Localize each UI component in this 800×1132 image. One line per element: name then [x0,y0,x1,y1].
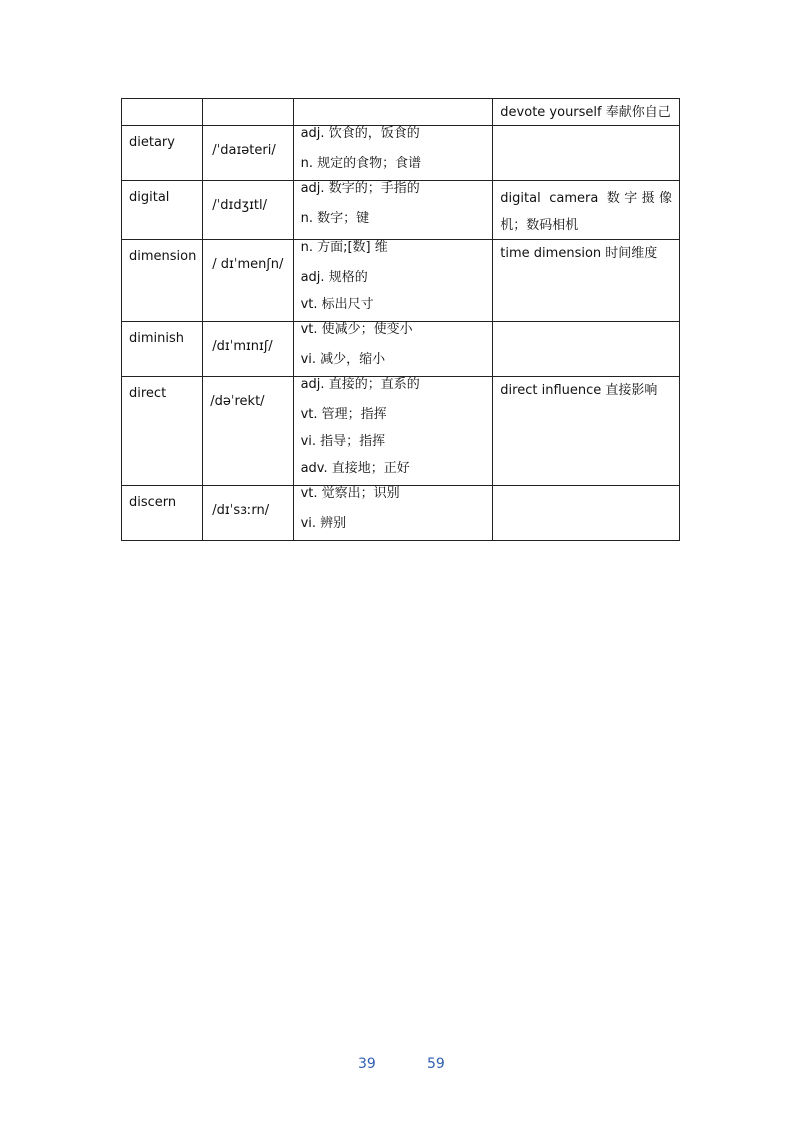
ipa-cell: / dɪˈmenʃn/ [203,240,293,322]
definition-cell [293,377,493,486]
phrase-cell [493,126,680,181]
table-row [122,322,680,377]
table-row [122,126,680,181]
definition-line: vi. 减少，缩小 [300,352,386,367]
word-cell [122,99,203,126]
phrase-cell: time dimension 时间维度 [493,240,680,322]
definition-line: n. 规定的食物；食谱 [300,156,422,171]
definition-line: vt. 标出尺寸 [300,297,374,312]
definition-cell [293,240,493,322]
phrase-cell [493,486,680,541]
definition-cell [293,126,493,181]
definition-line: adj. 饮食的，饭食的 [300,126,420,141]
definition-line: vt. 管理；指挥 [300,407,387,422]
word-cell: dimension [122,240,203,322]
total-pages-number: 59 [427,1056,445,1072]
ipa-cell: /dəˈrekt/ [203,377,293,486]
definition-line: adj. 直接的；直系的 [300,377,420,392]
word-cell: diminish [122,322,203,377]
table-row [122,99,680,126]
definition-line: adj. 规格的 [300,270,368,285]
current-page-number: 39 [358,1056,376,1072]
vocabulary-table [121,98,680,541]
definition-line: vi. 指导；指挥 [300,434,386,449]
ipa-cell: /ˈdɪdʒɪtl/ [203,181,293,240]
ipa-cell: /dɪˈsɜːrn/ [203,486,293,541]
phrase-cell [493,322,680,377]
definition-line: n. 数字；键 [300,211,370,226]
definition-line: vt. 使减少；使变小 [300,322,413,337]
definition-line: n. 方面;[数] 维 [300,240,388,255]
word-cell: direct [122,377,203,486]
phrase-cell: digital camera 数字摄像机；数码相机 [493,181,680,240]
word-cell: discern [122,486,203,541]
table-row [122,377,680,486]
table-row [122,181,680,240]
definition-cell [293,181,493,240]
definition-line: adv. 直接地；正好 [300,461,410,476]
definition-line: adj. 数字的；手指的 [300,181,420,196]
word-cell: digital [122,181,203,240]
table-row [122,486,680,541]
definition-line: vi. 辨别 [300,516,347,531]
word-cell: dietary [122,126,203,181]
table-row [122,240,680,322]
definition-cell [293,99,493,126]
ipa-cell [203,99,293,126]
ipa-cell: /dɪˈmɪnɪʃ/ [203,322,293,377]
definition-cell [293,322,493,377]
phrase-cell: direct influence 直接影响 [493,377,680,486]
definition-cell [293,486,493,541]
definition-line: vt. 觉察出；识别 [300,486,400,501]
phrase-cell: devote yourself 奉献你自己 [493,99,680,126]
ipa-cell: /ˈdaɪəteri/ [203,126,293,181]
